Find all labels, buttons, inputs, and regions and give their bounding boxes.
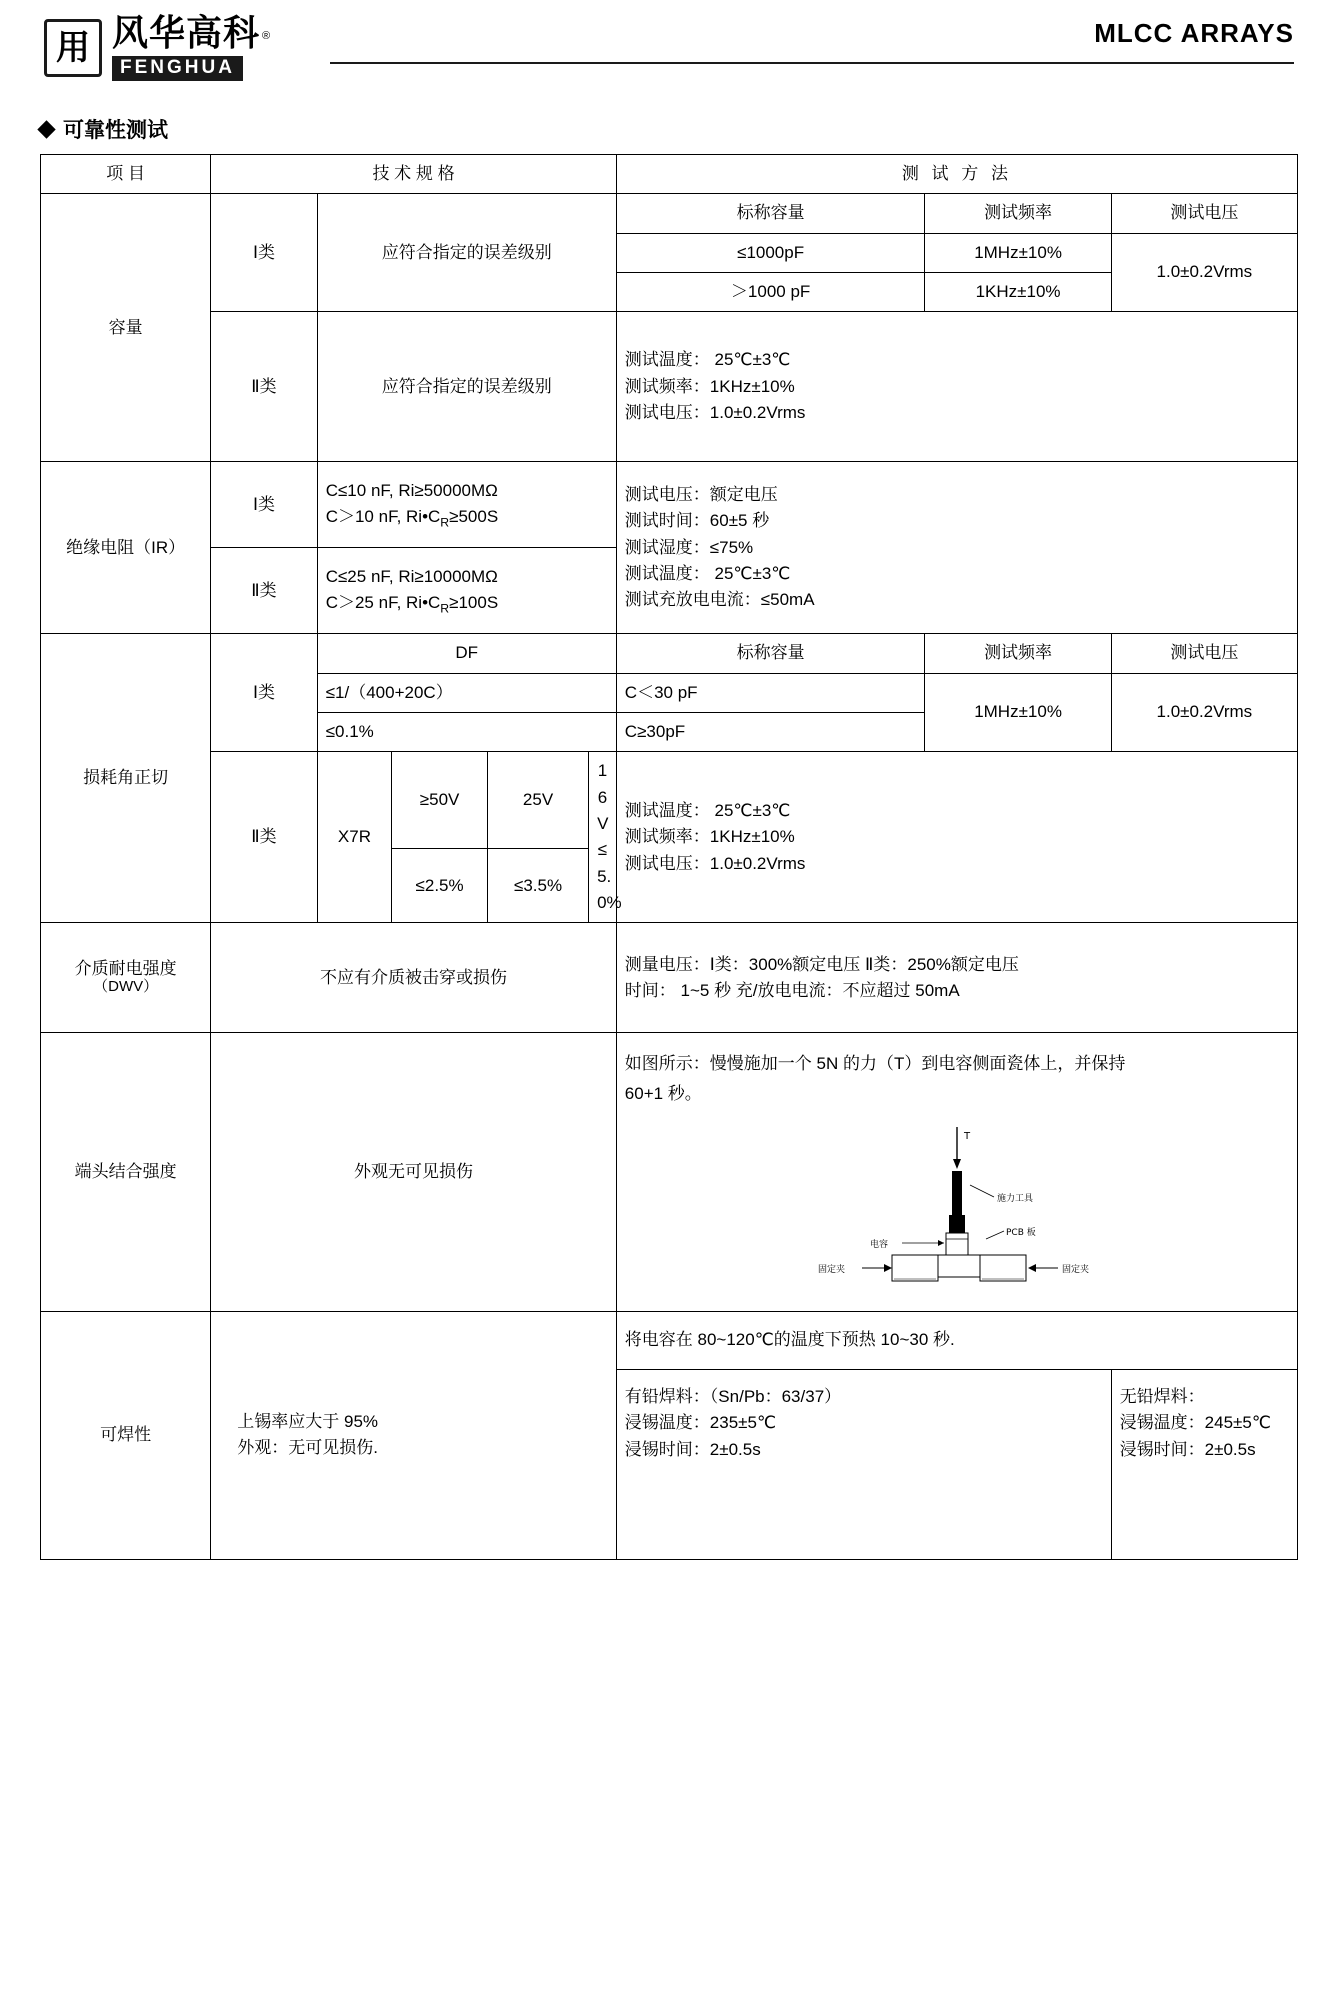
solderability-preheat: 将电容在 80~120℃的温度下预热 10~30 秒. — [616, 1311, 1297, 1369]
section-title — [40, 114, 1338, 144]
df-nominal-2: C≥30pF — [616, 713, 925, 752]
table-row — [41, 1033, 1298, 1312]
solderability-spec: 上锡率应大于 95% 外观：无可见损伤. — [211, 1311, 617, 1559]
capacitance-freq-1: 1MHz±10% — [925, 233, 1111, 272]
company-logo — [44, 15, 270, 81]
insulation-method: 测试电压：额定电压 测试时间：60±5 秒 测试湿度：≤75% 测试温度： 25℃±3℃ 测试充放电电流：≤50mA — [616, 462, 1297, 634]
solderability-leaded: 有铅焊料：（Sn/Pb：63/37） 浸锡温度：235±5℃ 浸锡时间：2±0.5s — [616, 1369, 1111, 1559]
col-header-method: 测 试 方 法 — [616, 155, 1297, 194]
svg-text:固定夹: 固定夹 — [817, 1264, 845, 1275]
capacitance-test-voltage: 1.0±0.2Vrms — [1111, 233, 1297, 312]
insulation-class1-spec-line2: C＞10 nF, $Ri•C_R\ge 500S$ — [325, 506, 499, 530]
subheader-test-frequency: 测试频率 — [925, 194, 1111, 233]
df-class2-method: 测试温度： 25℃±3℃ 测试频率：1KHz±10% 测试电压：1.0±0.2Vrms — [616, 752, 1297, 923]
table-header-row — [41, 155, 1298, 194]
logo-mark-icon — [44, 19, 102, 77]
df-class2-val1: ≤2.5% — [392, 849, 488, 923]
subheader-nominal-capacitance: 标称容量 — [616, 194, 925, 233]
insulation-class2-label: Ⅱ类 — [211, 548, 317, 634]
svg-text:施力工具: 施力工具 — [996, 1193, 1033, 1204]
df-subheader-voltage: 测试电压 — [1111, 634, 1297, 673]
table-row — [41, 194, 1298, 233]
adhesion-diagram-svg — [742, 1119, 1172, 1299]
capacitance-class2-method: 测试温度： 25℃±3℃ 测试频率：1KHz±10% 测试电压：1.0±0.2Vrms — [616, 312, 1297, 462]
col-header-spec: 技 术 规 格 — [211, 155, 617, 194]
svg-text:电容: 电容 — [869, 1239, 888, 1250]
row-label-solderability: 可焊性 — [41, 1311, 211, 1559]
header-title: MLCC ARRAYS — [1094, 18, 1294, 48]
table-row — [41, 462, 1298, 548]
insulation-class1-label: Ⅰ类 — [211, 462, 317, 548]
adhesion-test-diagram — [742, 1119, 1172, 1299]
table-row — [41, 1311, 1298, 1369]
svg-text:PCB 板: PCB 板 — [1005, 1227, 1036, 1238]
col-header-item: 项 目 — [41, 155, 211, 194]
df-value-2: ≤0.1% — [317, 713, 616, 752]
reliability-test-table — [40, 154, 1298, 1560]
dwv-method: 测量电压：Ⅰ类：300%额定电压 Ⅱ类：250%额定电压 时间： 1~5 秒 充/放电电流：不应超过 50mA — [616, 923, 1297, 1033]
logo-text — [112, 15, 270, 81]
df-class2-col2-header: 25V — [487, 752, 588, 849]
adhesion-spec: 外观无可见损伤 — [211, 1033, 617, 1312]
adhesion-method — [616, 1033, 1297, 1312]
insulation-class1-spec: C≤10 nF, Ri≥50000MΩ C＞10 nF, $Ri•C_R\ge 500S$ — [317, 462, 616, 548]
svg-text:T: T — [963, 1130, 970, 1142]
row-label-capacitance: 容量 — [41, 194, 211, 462]
df-class2-dielectric: X7R — [317, 752, 392, 923]
capacitance-class1-label: Ⅰ类 — [211, 194, 317, 312]
subheader-test-voltage: 测试电压 — [1111, 194, 1297, 233]
svg-text:固定夹: 固定夹 — [1061, 1264, 1089, 1275]
df-class2-col1-header: ≥50V — [392, 752, 488, 849]
table-row — [41, 752, 1298, 849]
diamond-bullet-icon — [37, 120, 55, 138]
df-value-1: ≤1/（400+20C） — [317, 673, 616, 712]
df-test-voltage: 1.0±0.2Vrms — [1111, 673, 1297, 752]
df-class2-col3-vertical: 16V≤5.0% — [589, 752, 617, 923]
insulation-class2-spec: C≤25 nF, Ri≥10000MΩ C＞25 nF, $Ri•C_R\ge 100S$ — [317, 548, 616, 634]
dwv-spec: 不应有介质被击穿或损伤 — [211, 923, 617, 1033]
table-row — [41, 634, 1298, 673]
row-label-dielectric-withstanding-voltage: 介质耐电强度 （DWV） — [41, 923, 211, 1033]
df-subheader-df: DF — [317, 634, 616, 673]
capacitance-class2-spec: 应符合指定的误差级别 — [317, 312, 616, 462]
header-divider — [330, 62, 1294, 64]
row-label-dissipation-factor: 损耗角正切 — [41, 634, 211, 923]
solderability-lead-free: 无铅焊料： 浸锡温度：245±5℃ 浸锡时间：2±0.5s — [1111, 1369, 1297, 1559]
insulation-class2-spec-line2: C＞25 nF, $Ri•C_R\ge 100S$ — [325, 592, 499, 616]
capacitance-class1-spec: 应符合指定的误差级别 — [317, 194, 616, 312]
section-title-label: 可靠性测试 — [63, 119, 168, 142]
adhesion-method-text: 如图所示：慢慢施加一个 5N 的力（T）到电容侧面瓷体上，并保持 60+1 秒。 — [624, 1054, 1126, 1104]
capacitance-class2-label: Ⅱ类 — [211, 312, 317, 462]
logo-glyph: 用 — [56, 27, 90, 68]
page-header — [0, 0, 1338, 96]
capacitance-nominal-1: ≤1000pF — [616, 233, 925, 272]
capacitance-freq-2: 1KHz±10% — [925, 273, 1111, 312]
capacitance-nominal-2: ＞1000 pF — [616, 273, 925, 312]
df-test-frequency: 1MHz±10% — [925, 673, 1111, 752]
df-class2-val2: ≤3.5% — [487, 849, 588, 923]
df-nominal-1: C＜30 pF — [616, 673, 925, 712]
df-subheader-nominal: 标称容量 — [616, 634, 925, 673]
logo-english-name: FENGHUA — [112, 56, 243, 81]
df-class2-label: Ⅱ类 — [211, 752, 317, 923]
registered-trademark-icon: ® — [262, 29, 271, 42]
row-label-insulation-resistance: 绝缘电阻（IR） — [41, 462, 211, 634]
table-row — [41, 312, 1298, 462]
df-subheader-frequency: 测试频率 — [925, 634, 1111, 673]
logo-chinese-name: 风华高科 ® — [112, 13, 271, 55]
df-class1-label: Ⅰ类 — [211, 634, 317, 752]
table-row — [41, 923, 1298, 1033]
row-label-terminal-adhesion: 端头结合强度 — [41, 1033, 211, 1312]
